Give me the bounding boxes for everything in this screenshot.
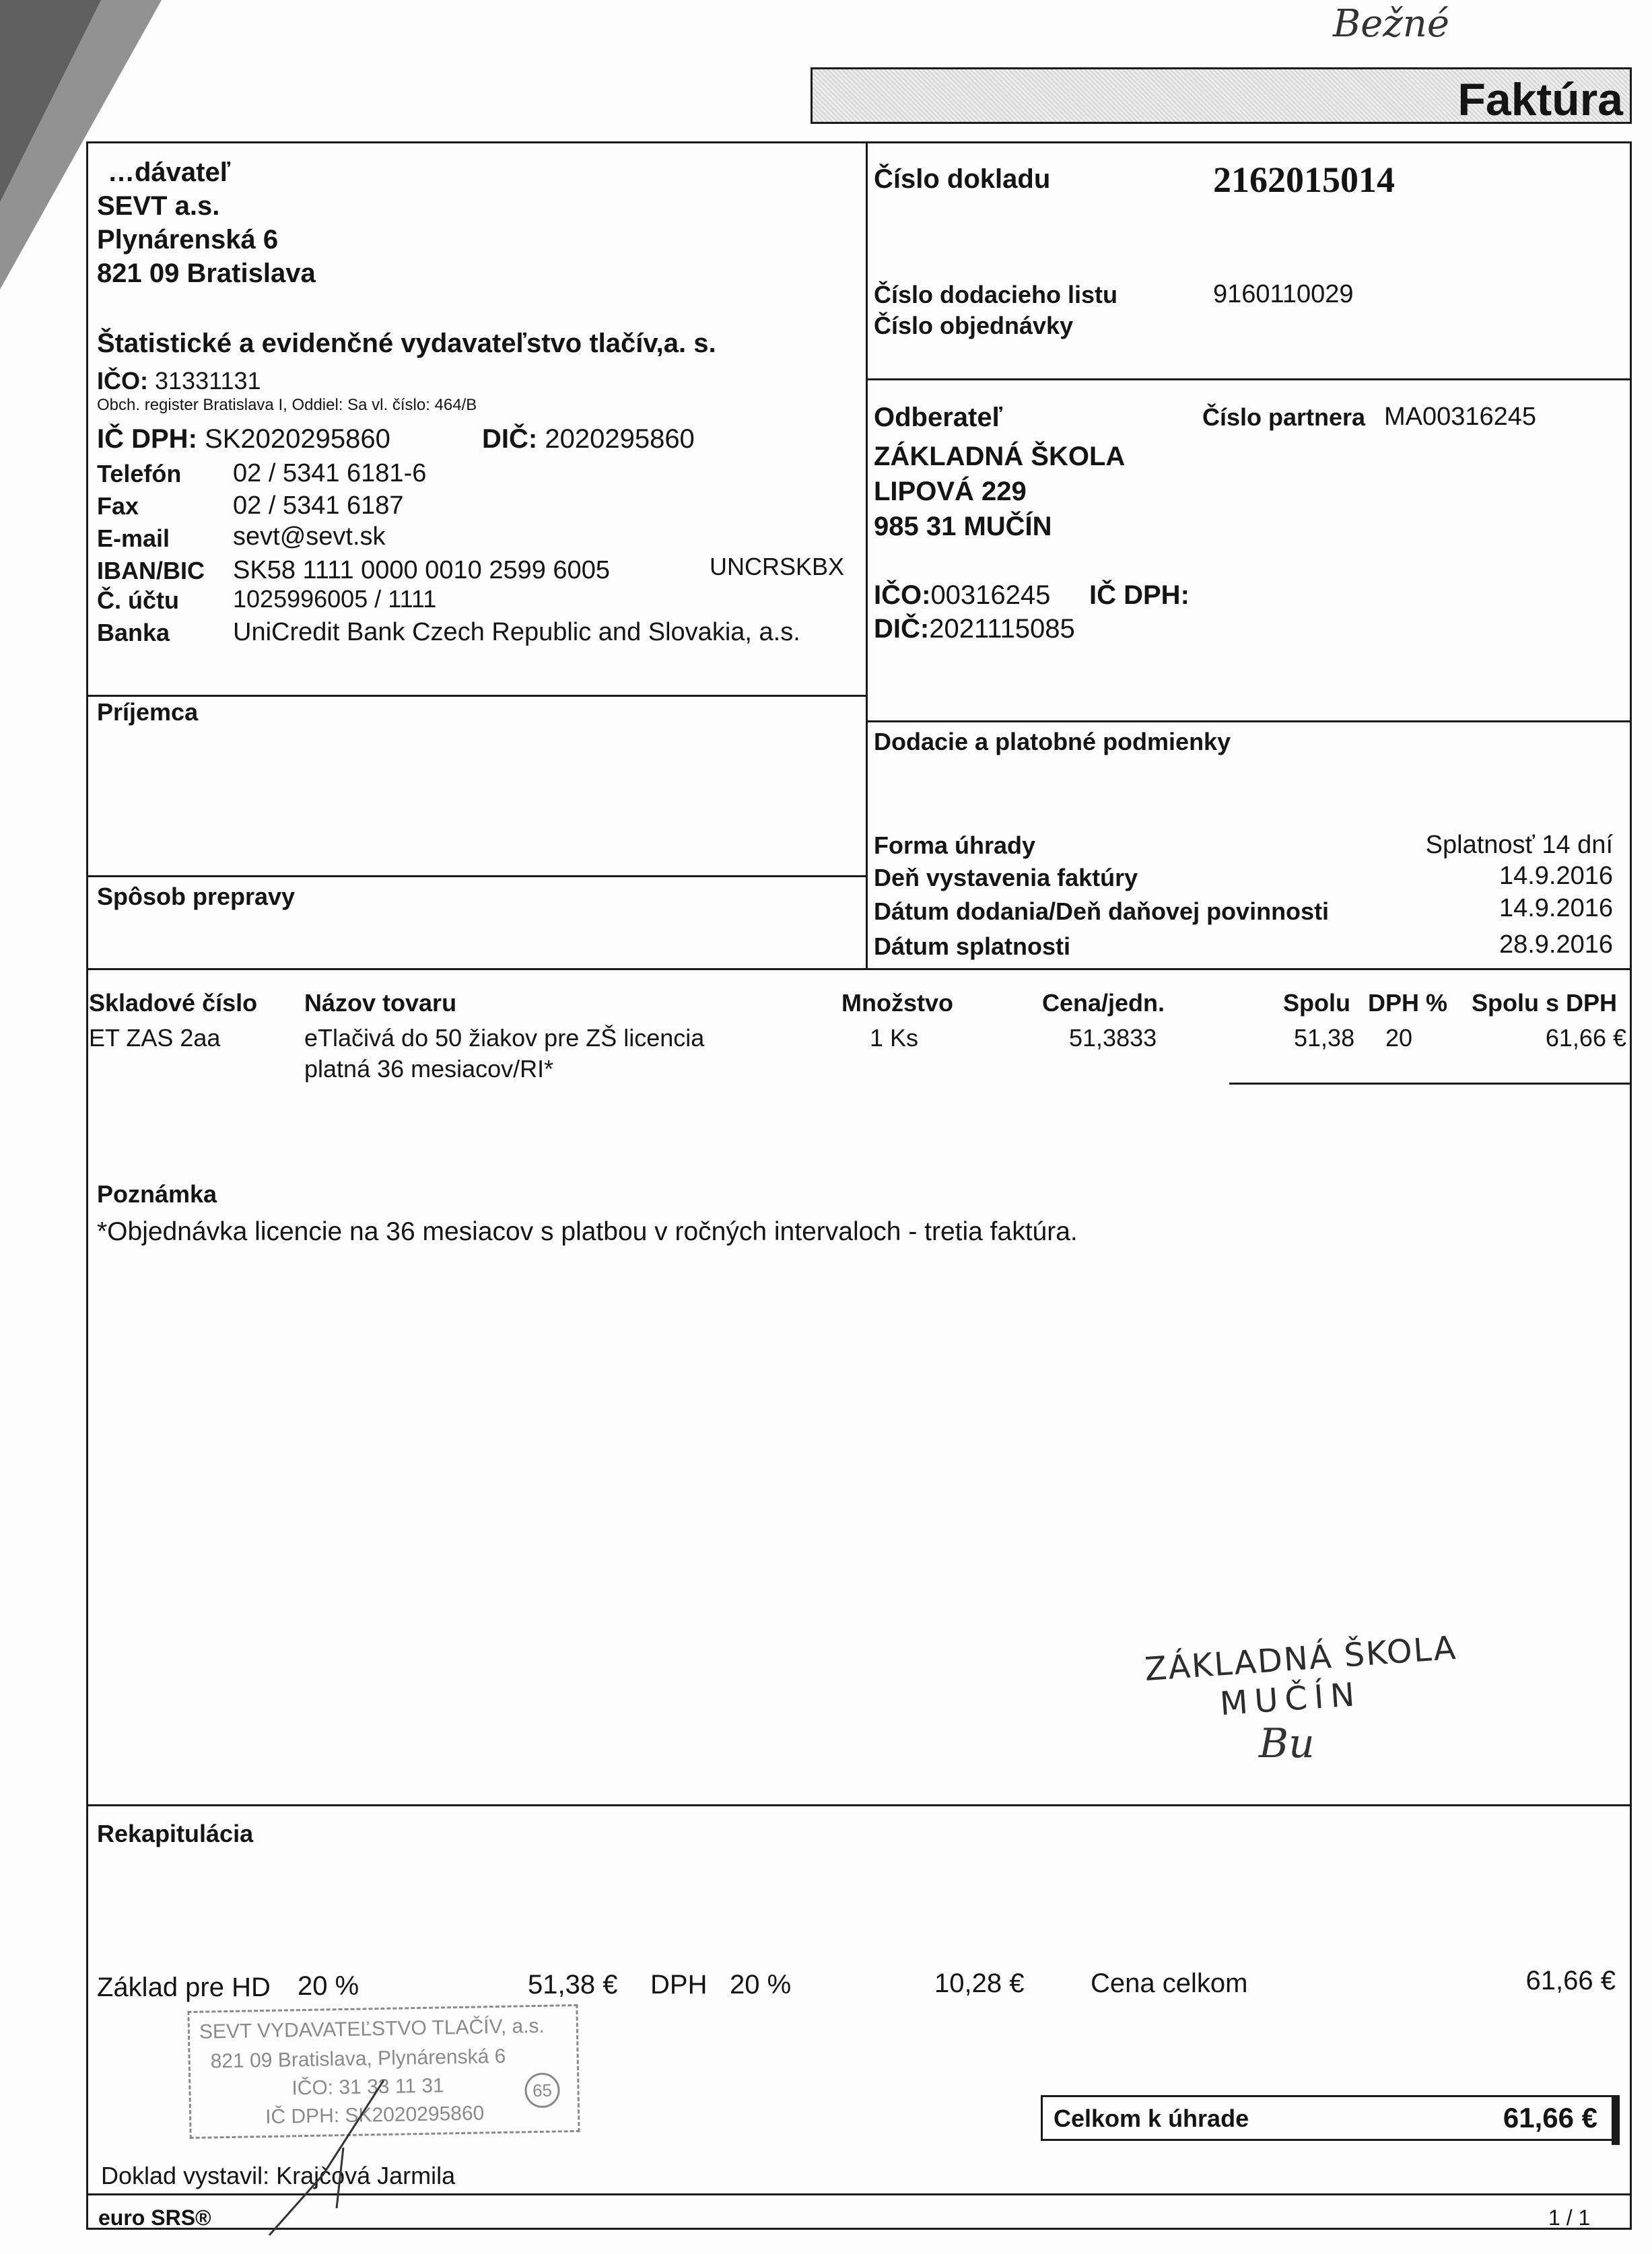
customer-line2: LIPOVÁ 229 — [874, 477, 1027, 506]
contact-label-iban: IBAN/BIC — [97, 557, 205, 584]
summary-base-value: 51,38 € — [528, 1970, 618, 2000]
item-total-vat: 61,66 € — [1545, 1024, 1626, 1052]
rule-items-top — [86, 968, 1632, 970]
condition-value-issued: 14.9.2016 — [1499, 862, 1613, 890]
supplier-stamp-line1: SEVT VYDAVATEĽSTVO TLAČÍV, a.s. — [199, 2014, 545, 2043]
col-header-total-vat: Spolu s DPH — [1472, 989, 1618, 1017]
summary-vat-label: DPH — [650, 1970, 708, 2000]
issuer-signature-stroke — [242, 2074, 390, 2242]
pay-total-box-edge — [1612, 2095, 1620, 2145]
condition-label-due: Dátum splatnosti — [874, 932, 1071, 960]
invoice-frame — [86, 141, 1632, 2230]
col-header-qty: Množstvo — [841, 989, 953, 1017]
contact-label-email: E-mail — [97, 524, 170, 552]
summary-price-total-label: Cena celkom — [1091, 1969, 1248, 1998]
issued-by: Doklad vystavil: Krajčová Jarmila — [101, 2162, 456, 2189]
supplier-street: Plynárenská 6 — [97, 225, 279, 254]
supplier-name-short: SEVT a.s. — [97, 191, 220, 221]
col-header-vat: DPH % — [1368, 989, 1448, 1017]
supplier-bic: UNCRSKBX — [710, 553, 845, 580]
pay-total-value: 61,66 € — [1503, 2102, 1597, 2133]
contact-label-account: Č. účtu — [97, 586, 179, 614]
contact-label-bank: Banka — [97, 619, 170, 646]
summary-vat-value: 10,28 € — [934, 1969, 1025, 1998]
rule-conditions — [866, 720, 1632, 722]
summary-base-rate: 20 % — [298, 1971, 359, 2001]
rule-items-total — [1229, 1083, 1632, 1085]
item-total: 51,38 — [1294, 1024, 1355, 1052]
page-number: 1 / 1 — [1548, 2206, 1591, 2230]
doc-number-label: Číslo dokladu — [874, 164, 1051, 194]
partner-label: Číslo partnera — [1202, 403, 1366, 431]
contact-value-iban: SK58 1111 0000 0010 2599 6005 — [233, 556, 610, 584]
order-label: Číslo objednávky — [874, 312, 1074, 339]
contact-value-bank: UniCredit Bank Czech Republic and Slovakia, a.s. — [233, 618, 800, 646]
item-name-line2: platná 36 mesiacov/RI* — [304, 1055, 554, 1083]
condition-label-issued: Deň vystavenia faktúry — [874, 864, 1138, 891]
pay-total-box — [1041, 2095, 1616, 2141]
supplier-city: 821 09 Bratislava — [97, 259, 316, 288]
note-label: Poznámka — [97, 1180, 217, 1208]
handwritten-note: Bežné — [1333, 2, 1450, 46]
col-header-unit-price: Cena/jedn. — [1042, 989, 1165, 1017]
customer-dic: DIČ:2021115085 — [874, 614, 1075, 644]
document-title: Faktúra — [1457, 74, 1623, 125]
partner-number: MA00316245 — [1384, 403, 1537, 431]
supplier-stamp-number: 65 — [524, 2072, 560, 2108]
summary-heading: Rekapitulácia — [97, 1820, 254, 1847]
supplier-name-full: Štatistické a evidenčné vydavateľstvo tlačív,a. s. — [97, 329, 716, 358]
summary-price-total: 61,66 € — [1525, 1966, 1616, 1995]
col-header-name: Názov tovaru — [304, 989, 457, 1017]
contact-value-account: 1025996005 / 1111 — [233, 585, 437, 613]
transport-label: Spôsob prepravy — [97, 883, 296, 910]
contact-value-fax: 02 / 5341 6187 — [233, 491, 404, 520]
item-qty: 1 Ks — [870, 1024, 919, 1052]
summary-base-label: Základ pre HD — [97, 1973, 271, 2002]
school-stamp-line1: ZÁKLADNÁ ŠKOLA — [1143, 1629, 1459, 1689]
supplier-stamp-line3: IČO: 31 33 11 31 — [291, 2074, 444, 2100]
supplier-dic: DIČ: 2020295860 — [482, 424, 695, 454]
doc-number: 2162015014 — [1213, 160, 1395, 200]
item-sku: ET ZAS 2aa — [89, 1024, 221, 1052]
item-name-line1: eTlačivá do 50 žiakov pre ZŠ licencia — [304, 1024, 705, 1052]
customer-icdph-label: IČ DPH: — [1089, 580, 1190, 610]
customer-ico: IČO:00316245 — [874, 580, 1051, 610]
recipient-label: Príjemca — [97, 698, 199, 726]
supplier-ico: IČO: 31331131 — [97, 367, 261, 395]
contact-label-fax: Fax — [97, 492, 139, 520]
conditions-heading: Dodacie a platobné podmienky — [874, 728, 1231, 755]
pay-total-label: Celkom k úhrade — [1054, 2105, 1249, 2132]
col-header-sku: Skladové číslo — [89, 989, 258, 1017]
summary-vat-rate: 20 % — [730, 1970, 792, 2000]
school-stamp-line2: MUČÍN — [1218, 1675, 1363, 1723]
note-text: *Objednávka licencie na 36 mesiacov s platbou v ročných intervaloch - tretia faktúra. — [97, 1217, 1078, 1246]
title-bar — [811, 67, 1632, 124]
delivery-note-label: Číslo dodacieho listu — [874, 281, 1118, 308]
rule-summary — [86, 1804, 1632, 1806]
school-signature: Bu — [1259, 1720, 1315, 1767]
condition-label-payment: Forma úhrady — [874, 831, 1036, 859]
rule-customer — [866, 378, 1632, 380]
contact-value-email: sevt@sevt.sk — [233, 522, 386, 551]
condition-label-delivery: Dátum dodania/Deň daňovej povinnosti — [874, 897, 1330, 925]
supplier-register: Obch. register Bratislava I, Oddiel: Sa vl. číslo: 464/B — [97, 396, 477, 414]
condition-value-payment: Splatnosť 14 dní — [1425, 831, 1613, 859]
supplier-stamp-line4: IČ DPH: SK2020295860 — [265, 2102, 485, 2129]
item-unit-price: 51,3833 — [1069, 1024, 1157, 1052]
rule-recipient — [86, 695, 866, 697]
supplier-stamp-line2: 821 09 Bratislava, Plynárenská 6 — [210, 2045, 506, 2073]
supplier-heading: …dávateľ — [108, 158, 231, 187]
contact-value-phone: 02 / 5341 6181-6 — [233, 459, 427, 487]
contact-label-phone: Telefón — [97, 460, 182, 487]
customer-line3: 985 31 MUČÍN — [874, 512, 1052, 541]
customer-line1: ZÁKLADNÁ ŠKOLA — [874, 442, 1126, 471]
col-header-total: Spolu — [1283, 989, 1350, 1017]
column-divider — [866, 141, 868, 968]
customer-heading: Odberateľ — [874, 403, 1003, 432]
condition-value-due: 28.9.2016 — [1499, 930, 1613, 959]
supplier-icdph: IČ DPH: SK2020295860 — [97, 424, 390, 454]
item-vat: 20 — [1385, 1024, 1413, 1052]
condition-value-delivery: 14.9.2016 — [1499, 894, 1613, 922]
delivery-note-number: 9160110029 — [1213, 280, 1354, 308]
rule-transport — [86, 875, 866, 877]
software-name: euro SRS® — [98, 2206, 211, 2230]
